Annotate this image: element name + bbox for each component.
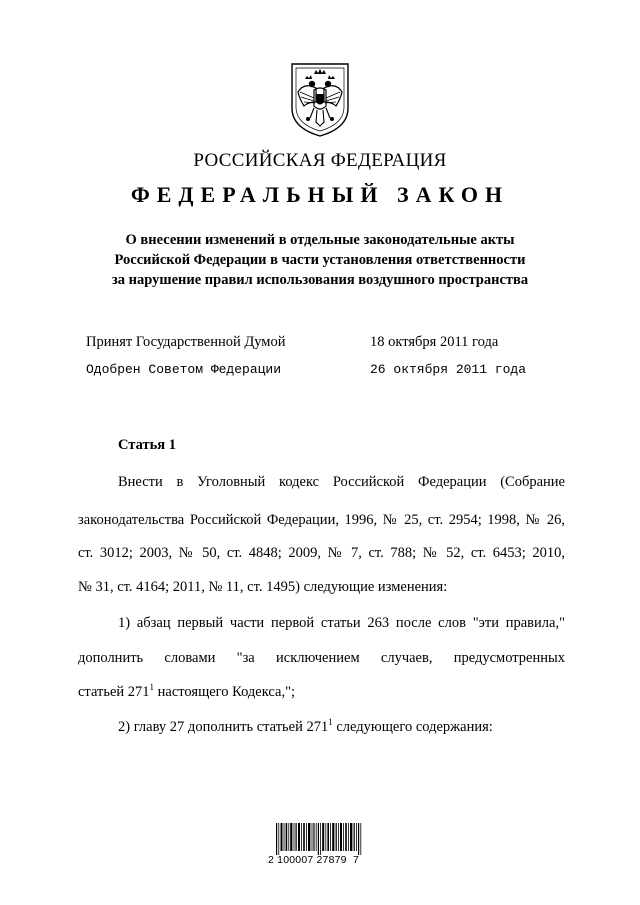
duma-adoption-date: 18 октября 2011 года bbox=[370, 334, 499, 350]
text-fragment: статьей 271 bbox=[78, 684, 150, 700]
text-fragment: следующего содержания: bbox=[332, 719, 493, 735]
coat-of-arms-emblem bbox=[288, 62, 352, 138]
document-type-title: ФЕДЕРАЛЬНЫЙ ЗАКОН bbox=[130, 182, 510, 207]
superscript-index: 1 bbox=[328, 717, 333, 727]
article-text-line: № 31, ст. 4164; 2011, № 11, ст. 1495) следующие изменения: bbox=[78, 579, 448, 595]
subject-line: за нарушение правил использования воздушного пространства bbox=[111, 272, 529, 288]
article-text-line: ст. 3012; 2003, № 50, ст. 4848; 2009, № 7, ст. 788; № 52, ст. 6453; 2010, bbox=[78, 545, 565, 561]
article-text-line: законодательства Российской Федерации, 1996, № 25, ст. 2954; 1998, № 26, bbox=[78, 512, 565, 528]
article-text-line: 1) абзац первый части первой статьи 263 после слов "эти правила," bbox=[118, 615, 565, 631]
council-approval-label: Одобрен Советом Федерации bbox=[86, 362, 282, 377]
duma-adoption-label: Принят Государственной Думой bbox=[86, 334, 286, 350]
barcode-number: 2 100007 27879 7 bbox=[268, 854, 359, 866]
article-text-line bbox=[118, 719, 565, 736]
text-fragment: 2) главу 27 дополнить статьей 271 bbox=[118, 719, 329, 735]
law-subject-title bbox=[60, 230, 580, 290]
subject-line: О внесении изменений в отдельные законодательные акты bbox=[125, 232, 515, 248]
article-text-line: Внести в Уголовный кодекс Российской Федерации (Собрание bbox=[118, 474, 565, 490]
subject-line: Российской Федерации в части установления ответственности bbox=[114, 252, 526, 268]
article-title: Статья 1 bbox=[118, 437, 176, 453]
council-approval-date: 26 октября 2011 года bbox=[370, 362, 527, 377]
text-fragment: настоящего Кодекса,"; bbox=[154, 684, 296, 700]
barcode-image bbox=[276, 823, 362, 855]
superscript-index: 1 bbox=[149, 682, 155, 692]
country-name: РОССИЙСКАЯ ФЕДЕРАЦИЯ bbox=[193, 150, 447, 171]
article-text-line: дополнить словами "за исключением случаев, предусмотренных bbox=[78, 650, 565, 666]
article-text-line bbox=[78, 684, 565, 701]
